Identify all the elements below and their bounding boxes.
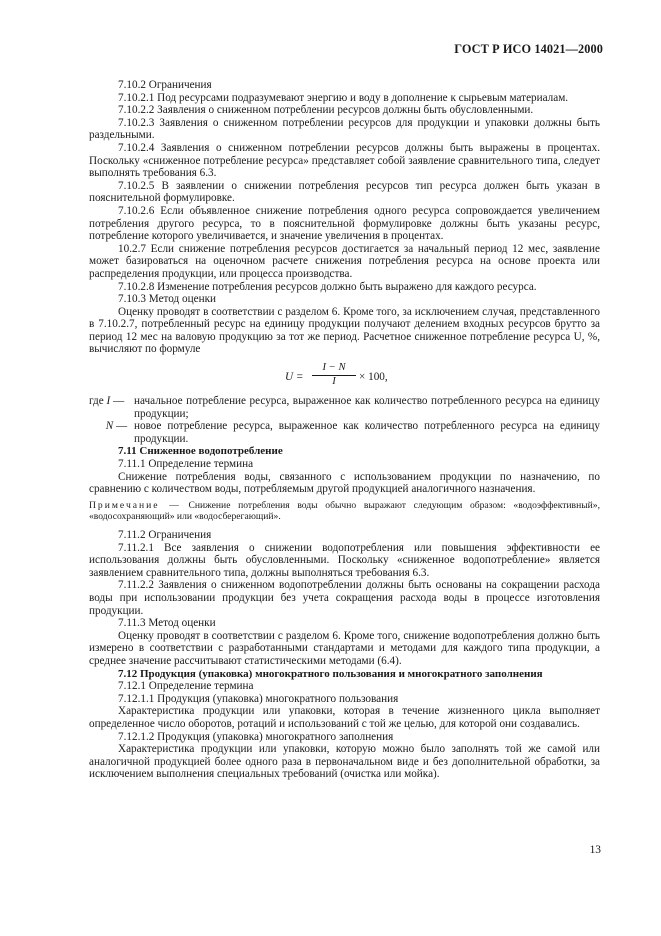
paragraph: Характеристика продукции или упаковки, которую можно было заполнять той же самой или аналогичной продукцией более одного раза в первоначальном виде и без дополнительной обработки, за исключением выполнения специальных требований (очистка или мойка). bbox=[89, 743, 600, 781]
paragraph: Оценку проводят в соответствии с разделом 6. Кроме того, снижение водопотребления должно быть измерено в соответствии с разработанными стандартами и методами для каждого типа продукции, а среднее значение рассчитывают статистическими методами (6.4). bbox=[89, 629, 600, 667]
definition-term: N — bbox=[105, 420, 128, 433]
paragraph: 7.11.1 Определение термина bbox=[118, 458, 254, 471]
formula-denominator: I bbox=[332, 376, 336, 388]
section-heading: 7.11 Сниженное водопотребление bbox=[118, 445, 283, 458]
standard-header: ГОСТ Р ИСО 14021—2000 bbox=[454, 42, 603, 56]
paragraph: 7.10.2.5 В заявлении о снижении потребления ресурсов тип ресурса должен быть указан в пояснительной формулировке. bbox=[89, 179, 600, 205]
formula-numerator: I − N bbox=[312, 362, 356, 376]
definition-term: где I — bbox=[89, 395, 125, 408]
paragraph: 7.10.2.6 Если объявленное снижение потребления одного ресурса сопровождается увеличением потребления другого ресурса, то в пояснительной формулировке должны быть указаны ресурс, потребление которого увеличивается, и значение увеличения в процентах. bbox=[89, 204, 600, 243]
paragraph: 10.2.7 Если снижение потребления ресурсов достигается за начальный период 12 мес, заявление может базироваться на оценочном расчете снижения потребления ресурса на основе проекта или распределения продукции, или процесса производства. bbox=[89, 242, 600, 280]
section-heading: 7.12 Продукция (упаковка) многократного пользования и многократного заполнения bbox=[118, 667, 543, 680]
formula bbox=[89, 356, 600, 395]
note bbox=[89, 500, 600, 523]
paragraph: Оценку проводят в соответствии с разделом 6. Кроме того, за исключением случая, представленного в 7.10.2.7, потребленный ресурс на единицу продукции получают делением входных ресурсов брутто за период 12 мес на валовую продукцию за тот же период. Расчетное сниженное потребление ресурса U, %, вычисляют по формуле bbox=[89, 305, 600, 356]
page-number: 13 bbox=[589, 844, 601, 856]
paragraph: 7.12.1 Определение термина bbox=[118, 680, 254, 693]
paragraph: 7.11.2.1 Все заявления о снижении водопотребления или повышения эффективности ее использования должны быть обусловленными. Поскольку «сниженное водопотребление» является заявлением сравнительного типа, должны выполняться требования 6.3. bbox=[89, 541, 600, 579]
paragraph: 7.10.2.2 Заявления о сниженном потреблении ресурсов должны быть обусловленными. bbox=[118, 104, 534, 117]
paragraph: 7.11.2 Ограничения bbox=[118, 529, 212, 541]
paragraph: 7.10.2.1 Под ресурсами подразумевают энергию и воду в дополнение к сырьевым материалам. bbox=[118, 91, 569, 104]
paragraph: 7.10.2.3 Заявления о сниженном потреблении ресурсов для продукции и упаковки должны быть раздельными. bbox=[89, 116, 600, 142]
paragraph: 7.10.2 Ограничения bbox=[118, 79, 212, 91]
document-body bbox=[89, 79, 600, 781]
paragraph: 7.11.3 Метод оценки bbox=[118, 617, 216, 630]
formula-lhs: U = bbox=[285, 371, 304, 384]
paragraph: 7.12.1.2 Продукция (упаковка) многократного заполнения bbox=[118, 730, 394, 743]
note-text: Снижение потребления воды обычно выражают следующим образом: «водоэффективный», «водосохраняющий» или «водосберегающий». bbox=[89, 499, 600, 523]
definition-item bbox=[89, 395, 600, 420]
paragraph: 7.10.2.4 Заявления о сниженном потреблении ресурсов должны быть выражены в процентах. Поскольку «сниженное потребление ресурса» представляет собой заявление сравнительного типа, следует выполнять требования 6.3. bbox=[89, 141, 600, 180]
paragraph: Снижение потребления воды, связанного с использованием продукции по назначению, по сравнению с количеством воды, потребляемым другой продукцией аналогичного назначения. bbox=[89, 470, 600, 496]
formula-rhs: × 100, bbox=[359, 371, 388, 384]
paragraph: 7.10.2.8 Изменение потребления ресурсов должно быть выражено для каждого ресурса. bbox=[118, 280, 537, 293]
note-label: Примечание — bbox=[89, 499, 181, 511]
paragraph: Характеристика продукции или упаковки, которая в течение жизненного цикла выполняет определенное число оборотов, ротаций и использований с той же целью, для которой они создавались. bbox=[89, 705, 600, 730]
definition-item bbox=[89, 420, 600, 445]
definition-text: начальное потребление ресурса, выраженное как количество потребленного ресурса на единицу продукции; bbox=[134, 395, 600, 420]
variable-definitions bbox=[89, 395, 600, 445]
formula-fraction bbox=[312, 362, 356, 388]
paragraph: 7.12.1.1 Продукция (упаковка) многократного пользования bbox=[118, 692, 399, 705]
definition-text: новое потребление ресурса, выраженное как количество потребленного ресурса на единицу продукции. bbox=[134, 420, 600, 445]
paragraph: 7.10.3 Метод оценки bbox=[118, 293, 216, 306]
paragraph: 7.11.2.2 Заявления о сниженном водопотреблении должны быть основаны на сокращении расхода воды при использовании продукции без учета сокращения расхода воды в процессе изготовления продукции. bbox=[89, 579, 600, 617]
